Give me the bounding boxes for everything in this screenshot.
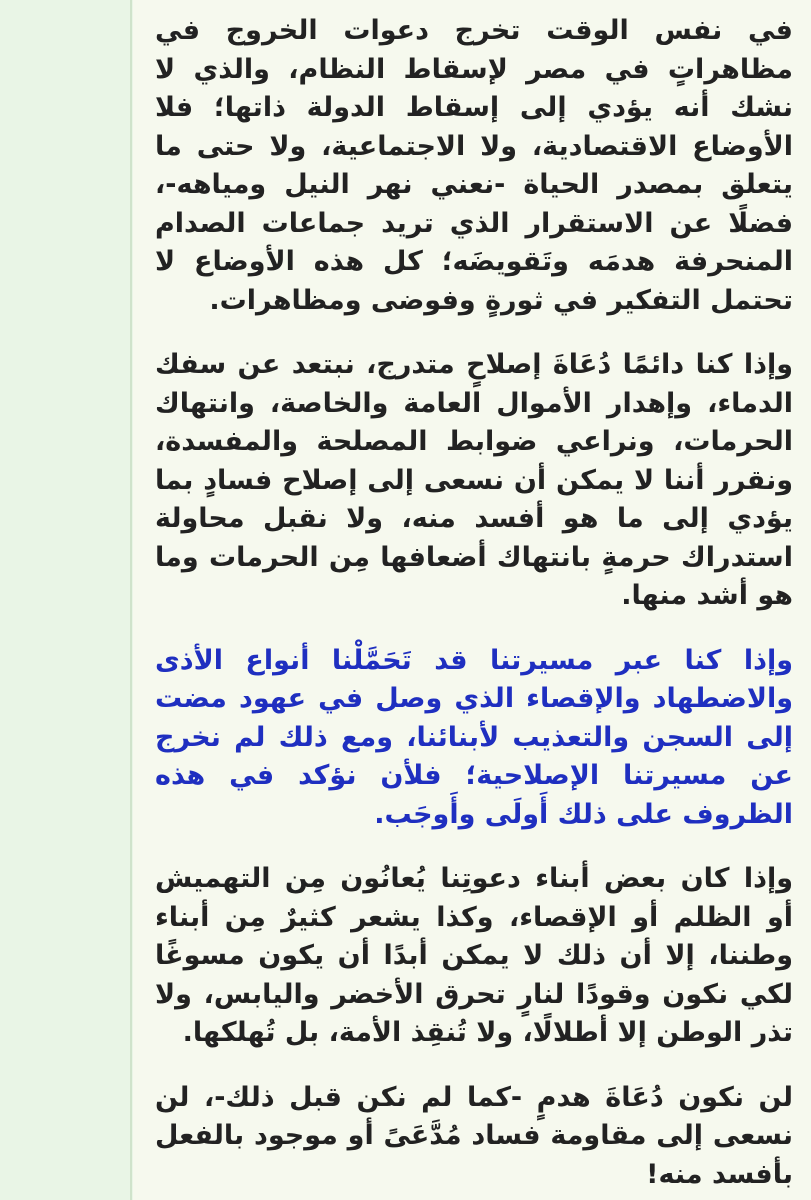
article-paragraph: في نفس الوقت تخرج دعوات الخروج في مظاهراتٍ في مصر لإسقاط النظام، والذي لا نشك أنه يؤدي إلى إسقاط الدولة ذاتها؛ فلا الأوضاع الاقتصادية، ولا الاجتماعية، ولا حتى ما يتعلق بمصدر الحياة -نعني نهر النيل ومياهه-، فضلًا عن الاستقرار الذي تريد جماعات الصدام المنحرفة هدمَه وتَقويضَه؛ كل هذه الأوضاع لا تحتمل التفكير في ثورةٍ وفوضى ومظاهرات. (155, 15, 793, 316)
article-body (155, 12, 793, 1200)
article-panel (133, 0, 811, 1200)
left-margin-rail (0, 0, 130, 1200)
article-paragraph: لن نكون دُعَاةَ هدمٍ -كما لم نكن قبل ذلك-، لن نسعى إلى مقاومة فساد مُدَّعَىً أو موجود بالفعل بأفسد منه! (155, 1081, 793, 1190)
margin-divider (130, 0, 132, 1200)
highlighted-paragraph: وإذا كنا عبر مسيرتنا قد تَحَمَّلْنا أنواع الأذى والاضطهاد والإقصاء الذي وصل في عهود مضت إلى السجن والتعذيب لأبنائنا، ومع ذلك لم نخرج عن مسيرتنا الإصلاحية؛ فلأن نؤكد في هذه الظروف على ذلك أَولَى وأَوجَب. (155, 644, 793, 830)
article-paragraph: وإذا كان بعض أبناء دعوتِنا يُعانُون مِن التهميش أو الظلم أو الإقصاء، وكذا يشعر كثيرٌ مِن أبناء وطننا، إلا أن ذلك لا يمكن أبدًا أن يكون مسوغًا لكي نكون وقودًا لنارٍ تحرق الأخضر واليابس، ولا تذر الوطن إلا أطلالًا، ولا تُنقِذ الأمة، بل تُهلكها. (155, 863, 793, 1048)
article-paragraph: وإذا كنا دائمًا دُعَاةَ إصلاحٍ متدرج، نبتعد عن سفك الدماء، وإهدار الأموال العامة والخاصة، وانتهاك الحرمات، ونراعي ضوابط المصلحة والمفسدة، ونقرر أننا لا يمكن أن نسعى إلى إصلاح فسادٍ بما يؤدي إلى ما هو أفسد منه، ولا نقبل محاولة استدراك حرمةٍ بانتهاك أضعافها مِن الحرمات وما هو أشد منها. (155, 349, 793, 611)
